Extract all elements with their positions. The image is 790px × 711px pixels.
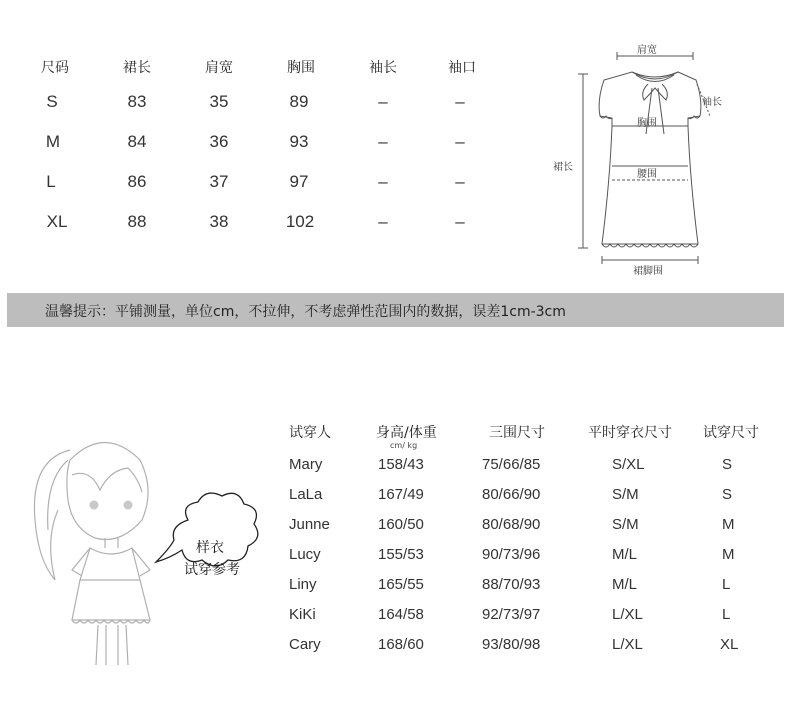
chest-header: 胸围 — [287, 60, 315, 76]
usual-size: S/M — [612, 486, 639, 503]
shoulder-cell: 37 — [209, 172, 229, 191]
sleeve-label: 袖长 — [702, 97, 722, 108]
measurements: 80/68/90 — [482, 516, 541, 533]
fitting-size-header: 试穿尺寸 — [703, 425, 759, 441]
cuff-cell: – — [455, 92, 465, 111]
height-weight: 158/43 — [378, 456, 424, 473]
girl-illustration — [10, 420, 280, 680]
usual-size: S/XL — [612, 456, 645, 473]
bubble-line1: 样衣 — [196, 540, 224, 556]
length-label: 裙长 — [553, 162, 573, 173]
fitting-size: M — [722, 546, 735, 563]
bubble-line2: 试穿参考 — [184, 562, 240, 578]
usual-size: M/L — [612, 576, 638, 593]
measurements: 88/70/93 — [482, 576, 541, 593]
sleeve-length-cell: – — [378, 212, 388, 231]
sleeve-length-cell: – — [378, 132, 388, 151]
measurements-header: 三围尺寸 — [489, 425, 545, 441]
fitting-size: S — [722, 486, 733, 503]
sleeve-length-cell: – — [378, 172, 388, 191]
chest-cell: 97 — [289, 172, 309, 191]
fitter-name: Cary — [289, 636, 321, 653]
height-weight-unit: cm/ kg — [390, 441, 418, 450]
size-cell: M — [45, 132, 61, 151]
fitter-name: LaLa — [289, 486, 323, 503]
height-weight-header: 身高/体重 — [376, 425, 437, 441]
cuff-cell: – — [455, 132, 465, 151]
fitting-size: M — [722, 516, 735, 533]
height-weight: 155/53 — [378, 546, 424, 563]
cuff-cell: – — [455, 212, 465, 231]
hem-label: 裙脚围 — [633, 266, 663, 277]
measurements: 80/66/90 — [482, 486, 541, 503]
height-weight: 165/55 — [378, 576, 424, 593]
size-cell: XL — [46, 212, 68, 231]
shoulder-header: 肩宽 — [205, 60, 233, 76]
size-cell: L — [46, 172, 56, 191]
height-weight: 160/50 — [378, 516, 424, 533]
sleeve-length-header: 袖长 — [369, 60, 397, 76]
size-header: 尺码 — [41, 60, 69, 76]
shoulder-cell: 38 — [209, 212, 229, 231]
chest-label: 胸围 — [637, 118, 657, 129]
shoulder-label: 肩宽 — [637, 45, 657, 56]
chest-cell: 89 — [289, 92, 309, 111]
fitter-name: Junne — [289, 516, 330, 533]
length-cell: 86 — [127, 172, 147, 191]
notice-banner — [7, 293, 784, 327]
sleeve-length-cell: – — [378, 92, 388, 111]
fitter-name: Mary — [289, 456, 323, 473]
measurements: 93/80/98 — [482, 636, 541, 653]
fitting-size: L — [722, 606, 731, 623]
length-cell: 83 — [127, 92, 147, 111]
dress-outline-drawing — [540, 30, 780, 280]
cuff-cell: – — [455, 172, 465, 191]
cuff-header: 袖口 — [448, 60, 476, 76]
fitting-size: XL — [720, 636, 739, 653]
waist-label: 腰围 — [637, 169, 657, 180]
height-weight: 168/60 — [378, 636, 424, 653]
usual-size: L/XL — [612, 636, 643, 653]
fitter-name: KiKi — [289, 606, 316, 623]
size-cell: S — [46, 92, 58, 111]
girl-drawing — [10, 420, 280, 680]
measurements: 90/73/96 — [482, 546, 541, 563]
measurements: 92/73/97 — [482, 606, 541, 623]
fitter-header: 试穿人 — [289, 425, 331, 441]
shoulder-cell: 36 — [209, 132, 229, 151]
length-cell: 88 — [127, 212, 147, 231]
usual-size: S/M — [612, 516, 639, 533]
length-cell: 84 — [127, 132, 147, 151]
height-weight: 167/49 — [378, 486, 424, 503]
usual-size: L/XL — [612, 606, 643, 623]
usual-size-header: 平时穿衣尺寸 — [588, 425, 672, 441]
chest-cell: 93 — [289, 132, 309, 151]
height-weight: 164/58 — [378, 606, 424, 623]
shoulder-cell: 35 — [209, 92, 229, 111]
fitter-name: Liny — [289, 576, 317, 593]
fitting-size: S — [722, 456, 733, 473]
size-table — [0, 0, 520, 250]
chest-cell: 102 — [285, 212, 315, 231]
measurement-diagram — [540, 30, 780, 280]
fitting-size: L — [722, 576, 731, 593]
measurements: 75/66/85 — [482, 456, 541, 473]
usual-size: M/L — [612, 546, 638, 563]
fitter-name: Lucy — [289, 546, 321, 563]
notice-text: 温馨提示：平铺测量，单位cm，不拉伸，不考虑弹性范围内的数据，误差1cm-3cm — [45, 304, 566, 320]
length-header: 裙长 — [123, 60, 151, 76]
